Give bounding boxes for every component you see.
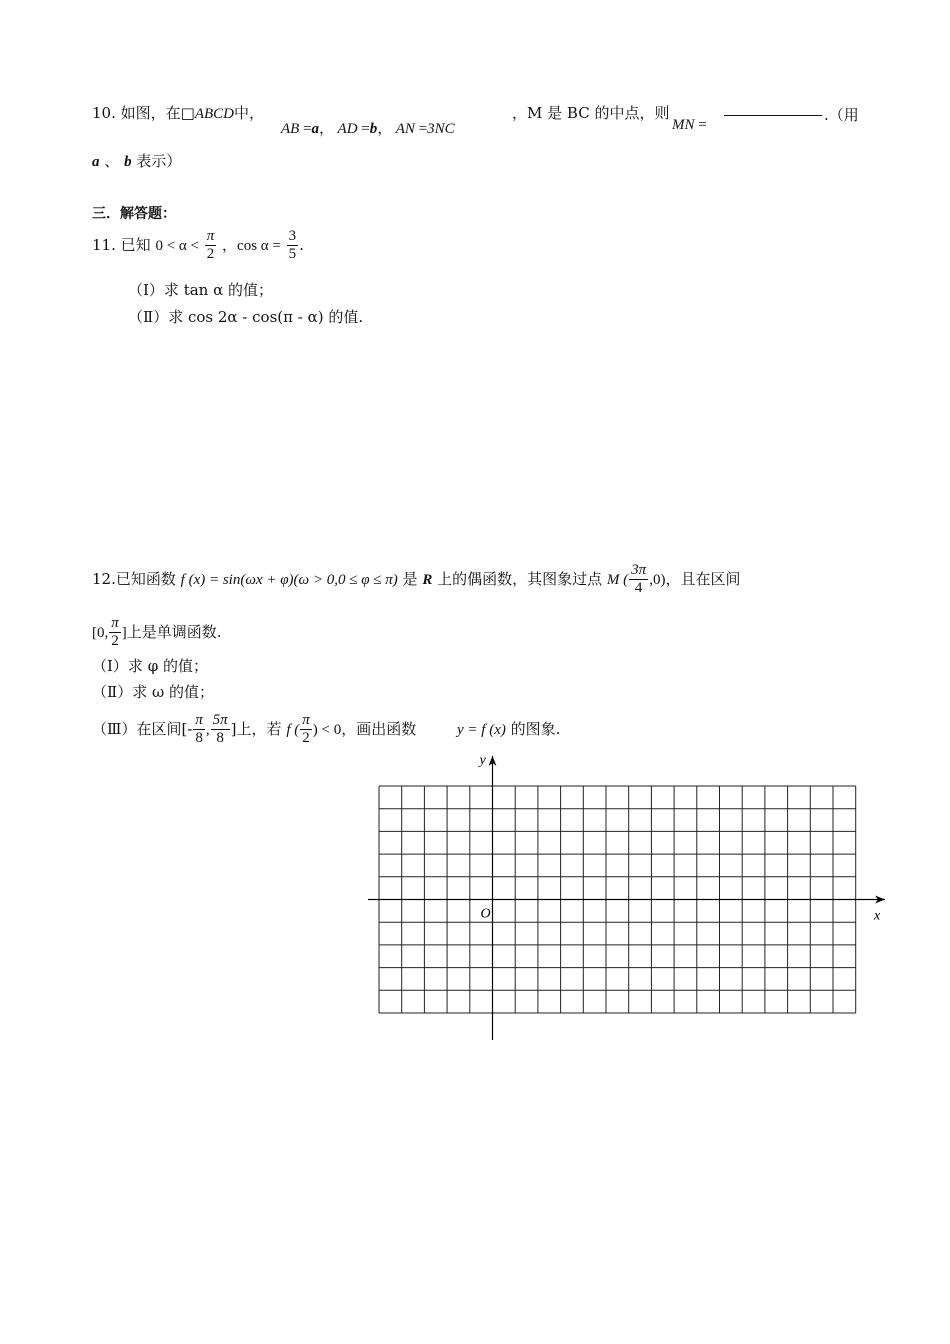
y-axis-label: y [479,753,486,768]
q10-line2: a 、 b 表示） [92,152,182,170]
q10-number: 10. [92,104,116,122]
q10-text2: 中， [234,104,265,122]
x-axis-label: x [874,908,881,924]
q10-ab-eq: AB =a， AD =b， AN =3NC [281,121,455,137]
pi-over-2-fraction: $\frac{\pi}{2}$ [111,615,119,650]
q12-stem-line1: 12.已知函数 f (x) = sin(ωx + φ)(ω > 0,0 ≤ φ ≤ π) 是 R 上的偶函数，其图象过点 M ( $\frac{3\pi}{4}$ ,0)，且在区间 [92,562,741,597]
q10-mn: MN = [672,117,707,133]
q10-text3: ，M 是 BC 的中点，则 [512,104,670,122]
parallelogram-symbol: □ [180,104,195,122]
q12-stem-line2: [0, $\frac{\pi}{2}$ ]上是单调函数. [92,615,222,650]
q11-part2: （Ⅱ）求 cos 2α - cos(π - α) 的值. [128,308,364,326]
origin-label: O [480,906,491,922]
q12-part3: （Ⅲ）在区间[- $\frac{\pi}{8}$ , $\frac{5\pi}{8}$ ]上，若 f ( $\frac{\pi}{2}$ ) < 0，画出函数 y = f (x) 的图象. [92,712,561,747]
function-definition: f (x) = sin(ωx + φ)(ω > 0,0 ≤ φ ≤ π) [180,571,398,588]
q10-abcd: ABCD [194,106,235,122]
coordinate-grid [360,750,900,1050]
q12-part1: （Ⅰ）求 φ 的值； [92,657,208,675]
q11-part1: （Ⅰ）求 tan α 的值； [128,281,273,299]
section-title: 三．解答题： [92,206,176,222]
q10-text1: 如图，在 [120,104,181,122]
three-fifths-fraction: $\frac{3}{5}$ [288,228,297,263]
q10-line1 [92,102,264,123]
three-pi-over-4-fraction: $\frac{3\pi}{4}$ [631,562,647,597]
q11-stem: 11. 已知 0 < α < $\frac{\pi}{2}$ ，cos α = $\frac{3}{5}$ . [92,228,304,263]
q12-part2: （Ⅱ）求 ω 的值； [92,683,214,701]
answer-blank: .（用 [722,104,859,125]
pi-over-2-fraction: $\frac{\pi}{2}$ [206,228,215,263]
